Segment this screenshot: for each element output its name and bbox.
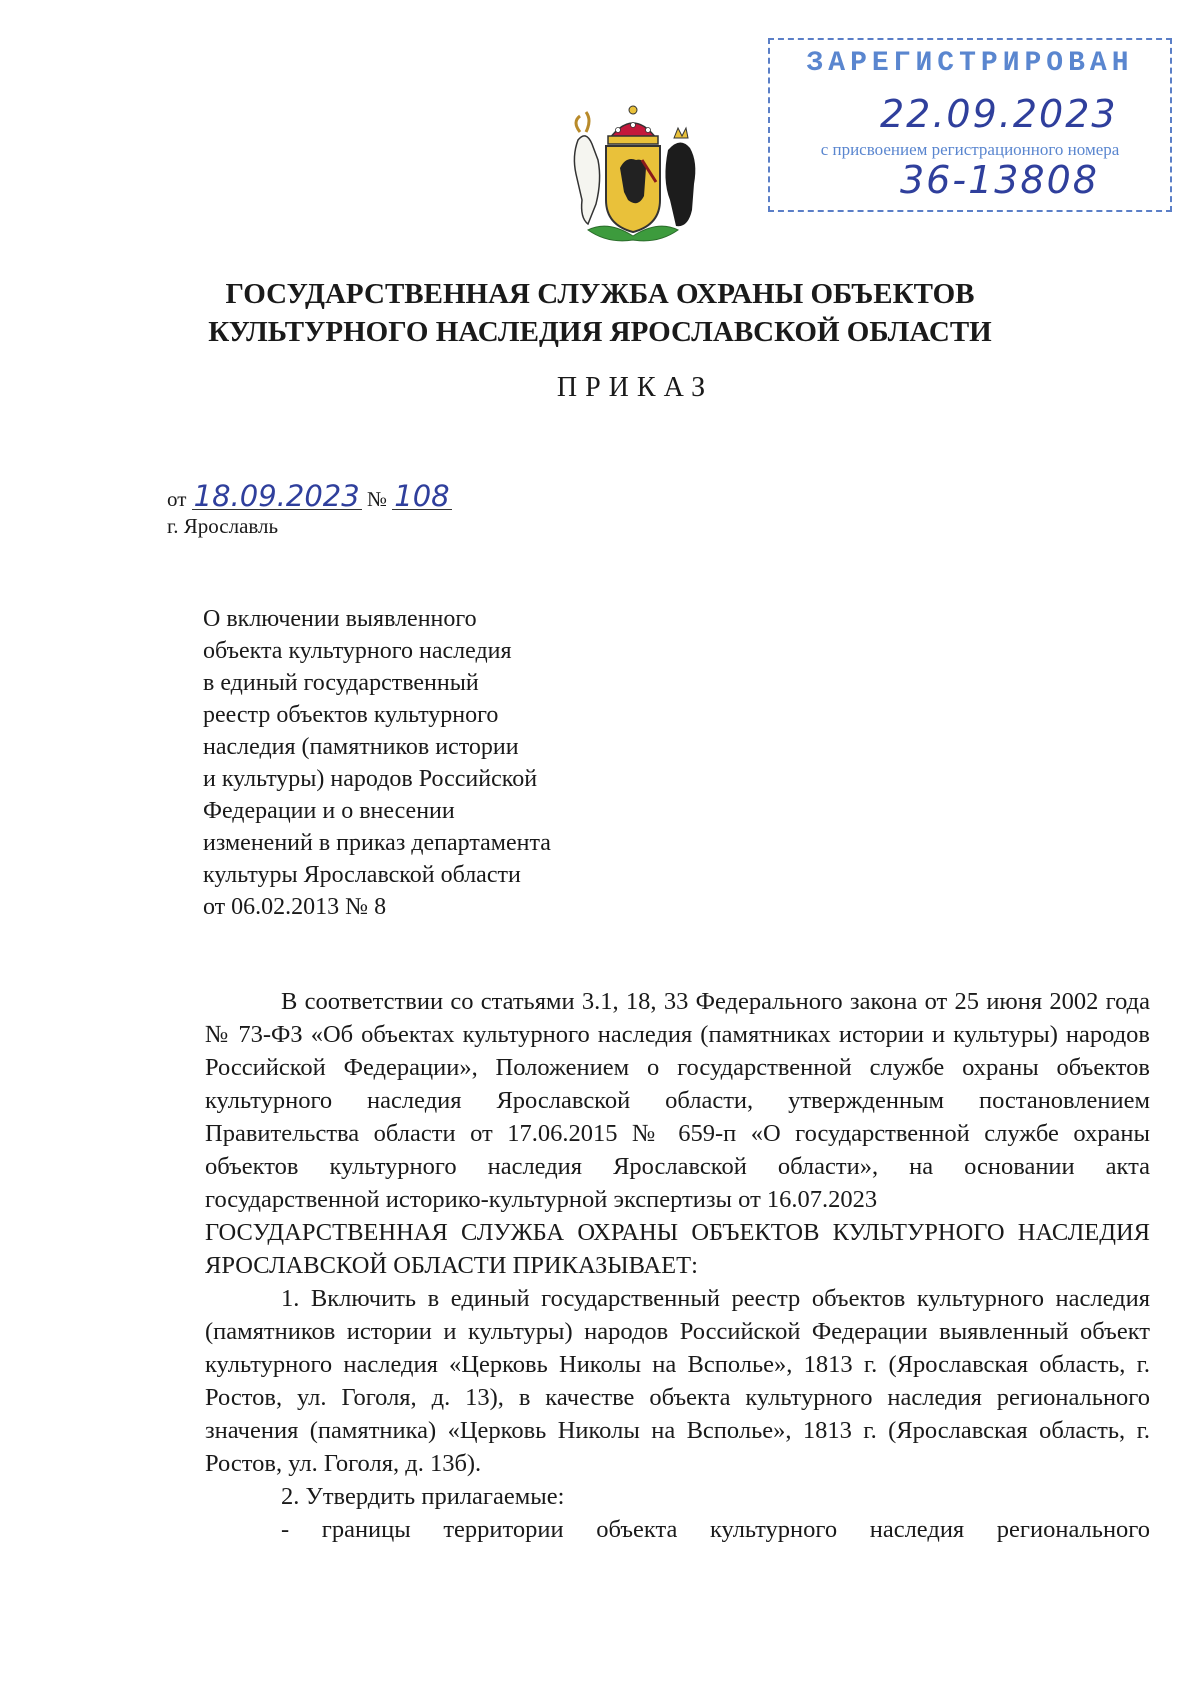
subject-line: изменений в приказ департамента	[203, 830, 551, 856]
from-label: от	[167, 487, 187, 511]
organization-name-line2: КУЛЬТУРНОГО НАСЛЕДИЯ ЯРОСЛАВСКОЙ ОБЛАСТИ	[208, 316, 992, 348]
document-type: ПРИКАЗ	[556, 372, 714, 403]
stamp-date: 22.09.2023	[880, 92, 1118, 136]
subject-line: реестр объектов культурного	[203, 702, 499, 728]
subject-line: и культуры) народов Российской	[203, 766, 538, 792]
order-item-2: 2. Утвердить прилагаемые:	[281, 1483, 565, 1510]
yaroslavl-coat-of-arms-icon	[558, 100, 708, 250]
stamp-title: ЗАРЕГИСТРИРОВАН	[806, 48, 1134, 79]
order-item-2-sub: - границы территории объекта культурного наследия регионального	[281, 1516, 1150, 1543]
order-body	[205, 985, 1150, 1546]
city: г. Ярославль	[167, 514, 279, 538]
crown-icon	[608, 106, 658, 144]
stamp-caption: с присвоением регистрационного номера	[820, 140, 1120, 159]
subject-line: в единый государственный	[203, 670, 479, 696]
registration-stamp	[768, 38, 1172, 212]
subject-line: объекта культурного наследия	[203, 638, 512, 664]
organization-name	[140, 275, 1060, 351]
order-date-number	[167, 479, 452, 513]
subject-line: О включении выявленного	[203, 606, 477, 632]
subject-line: наследия (памятников истории	[203, 734, 519, 760]
subject-line: культуры Ярославской области	[203, 862, 521, 888]
preamble-paragraph: В соответствии со статьями 3.1, 18, 33 Федерального закона от 25 июня 2002 года № 73-ФЗ «Об объектах культурного наследия (памятниках истории и культуры) народов Российской Федерации», Положением о государственной службе охраны объектов культурного наследия Ярославской области, утвержденным постановлением Правительства области от 17.06.2015 № 659-п «О государственной службе охраны объектов культурного наследия Ярославской области», на основании акта государственной историко-культурной экспертизы от 16.07.2023	[205, 988, 1150, 1213]
organization-name-line1: ГОСУДАРСТВЕННАЯ СЛУЖБА ОХРАНЫ ОБЪЕКТОВ	[225, 278, 975, 310]
order-number: 108	[394, 479, 450, 513]
number-label: №	[366, 487, 387, 511]
subject-line: от 06.02.2013 № 8	[203, 894, 387, 920]
order-date: 18.09.2023	[193, 479, 360, 513]
order-subject	[203, 603, 643, 923]
stamp-number: 36-13808	[900, 158, 1099, 202]
subject-line: Федерации и о внесении	[203, 798, 455, 824]
order-item-1: 1. Включить в единый государственный реестр объектов культурного наследия (памятников истории и культуры) народов Российской Федерации выявленный объект культурного наследия «Церковь Николы на Всполье», 1813 г. (Ярославская область, г. Ростов, ул. Гоголя, д. 13), в качестве объекта культурного наследия регионального значения (памятника) «Церковь Николы на Всполье», 1813 г. (Ярославская область, г. Ростов, ул. Гоголя, д. 13б).	[205, 1285, 1150, 1477]
orders-heading: ГОСУДАРСТВЕННАЯ СЛУЖБА ОХРАНЫ ОБЪЕКТОВ КУЛЬТУРНОГО НАСЛЕДИЯ ЯРОСЛАВСКОЙ ОБЛАСТИ ПРИКАЗЫВАЕТ:	[205, 1219, 1150, 1279]
